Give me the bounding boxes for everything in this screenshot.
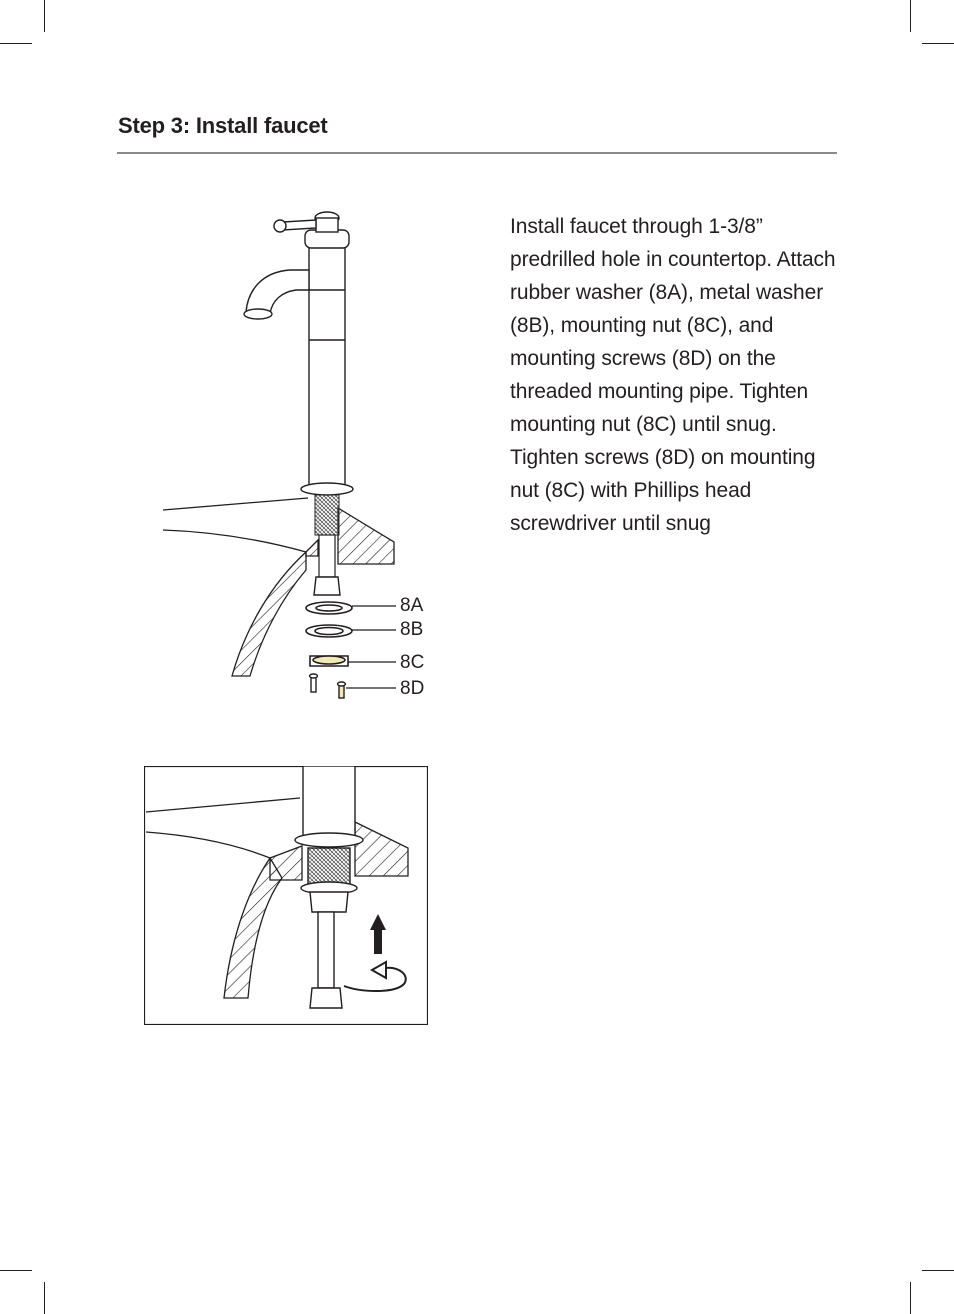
washer-8a [306, 602, 352, 614]
crop-mark-top-right-h [922, 43, 954, 44]
crop-mark-top-left-h [0, 43, 32, 44]
crop-mark-bottom-right-v [910, 1282, 911, 1314]
crop-mark-bottom-left-v [44, 1282, 45, 1314]
faucet-spout [246, 270, 309, 314]
crop-mark-bottom-left-h [0, 1270, 32, 1271]
label-8c: 8C [400, 652, 425, 673]
faucet-exploded-diagram [150, 200, 450, 710]
crop-mark-bottom-right-h [922, 1270, 954, 1271]
nut-8c [310, 656, 348, 666]
screws-8d [310, 674, 346, 698]
countertop-section [306, 540, 318, 556]
crop-mark-top-right-v [910, 0, 911, 32]
countertop [163, 498, 394, 676]
page-title: Step 3: Install faucet [118, 113, 328, 138]
title-divider [117, 152, 837, 154]
washer-8b [306, 625, 352, 637]
leader-lines [346, 606, 396, 688]
label-8a: 8A [400, 595, 424, 616]
instruction-text: Install faucet through 1-3/8” predrilled hole in countertop. Attach rubber washer (8A), metal washer (8B), mounting nut (8C), and mounting screws (8D) on the threaded mounting pipe. Tighten mounting nut (8C) until snug. Tighten screws (8D) on mounting nut (8C) with Phillips head screwdriver until snug [510, 215, 836, 535]
label-8d: 8D [400, 678, 425, 699]
label-8b: 8B [400, 619, 424, 640]
crop-mark-top-left-v [44, 0, 45, 32]
tightening-detail-diagram [144, 766, 428, 1025]
faucet-handle [283, 220, 316, 230]
faucet-body [244, 212, 353, 495]
